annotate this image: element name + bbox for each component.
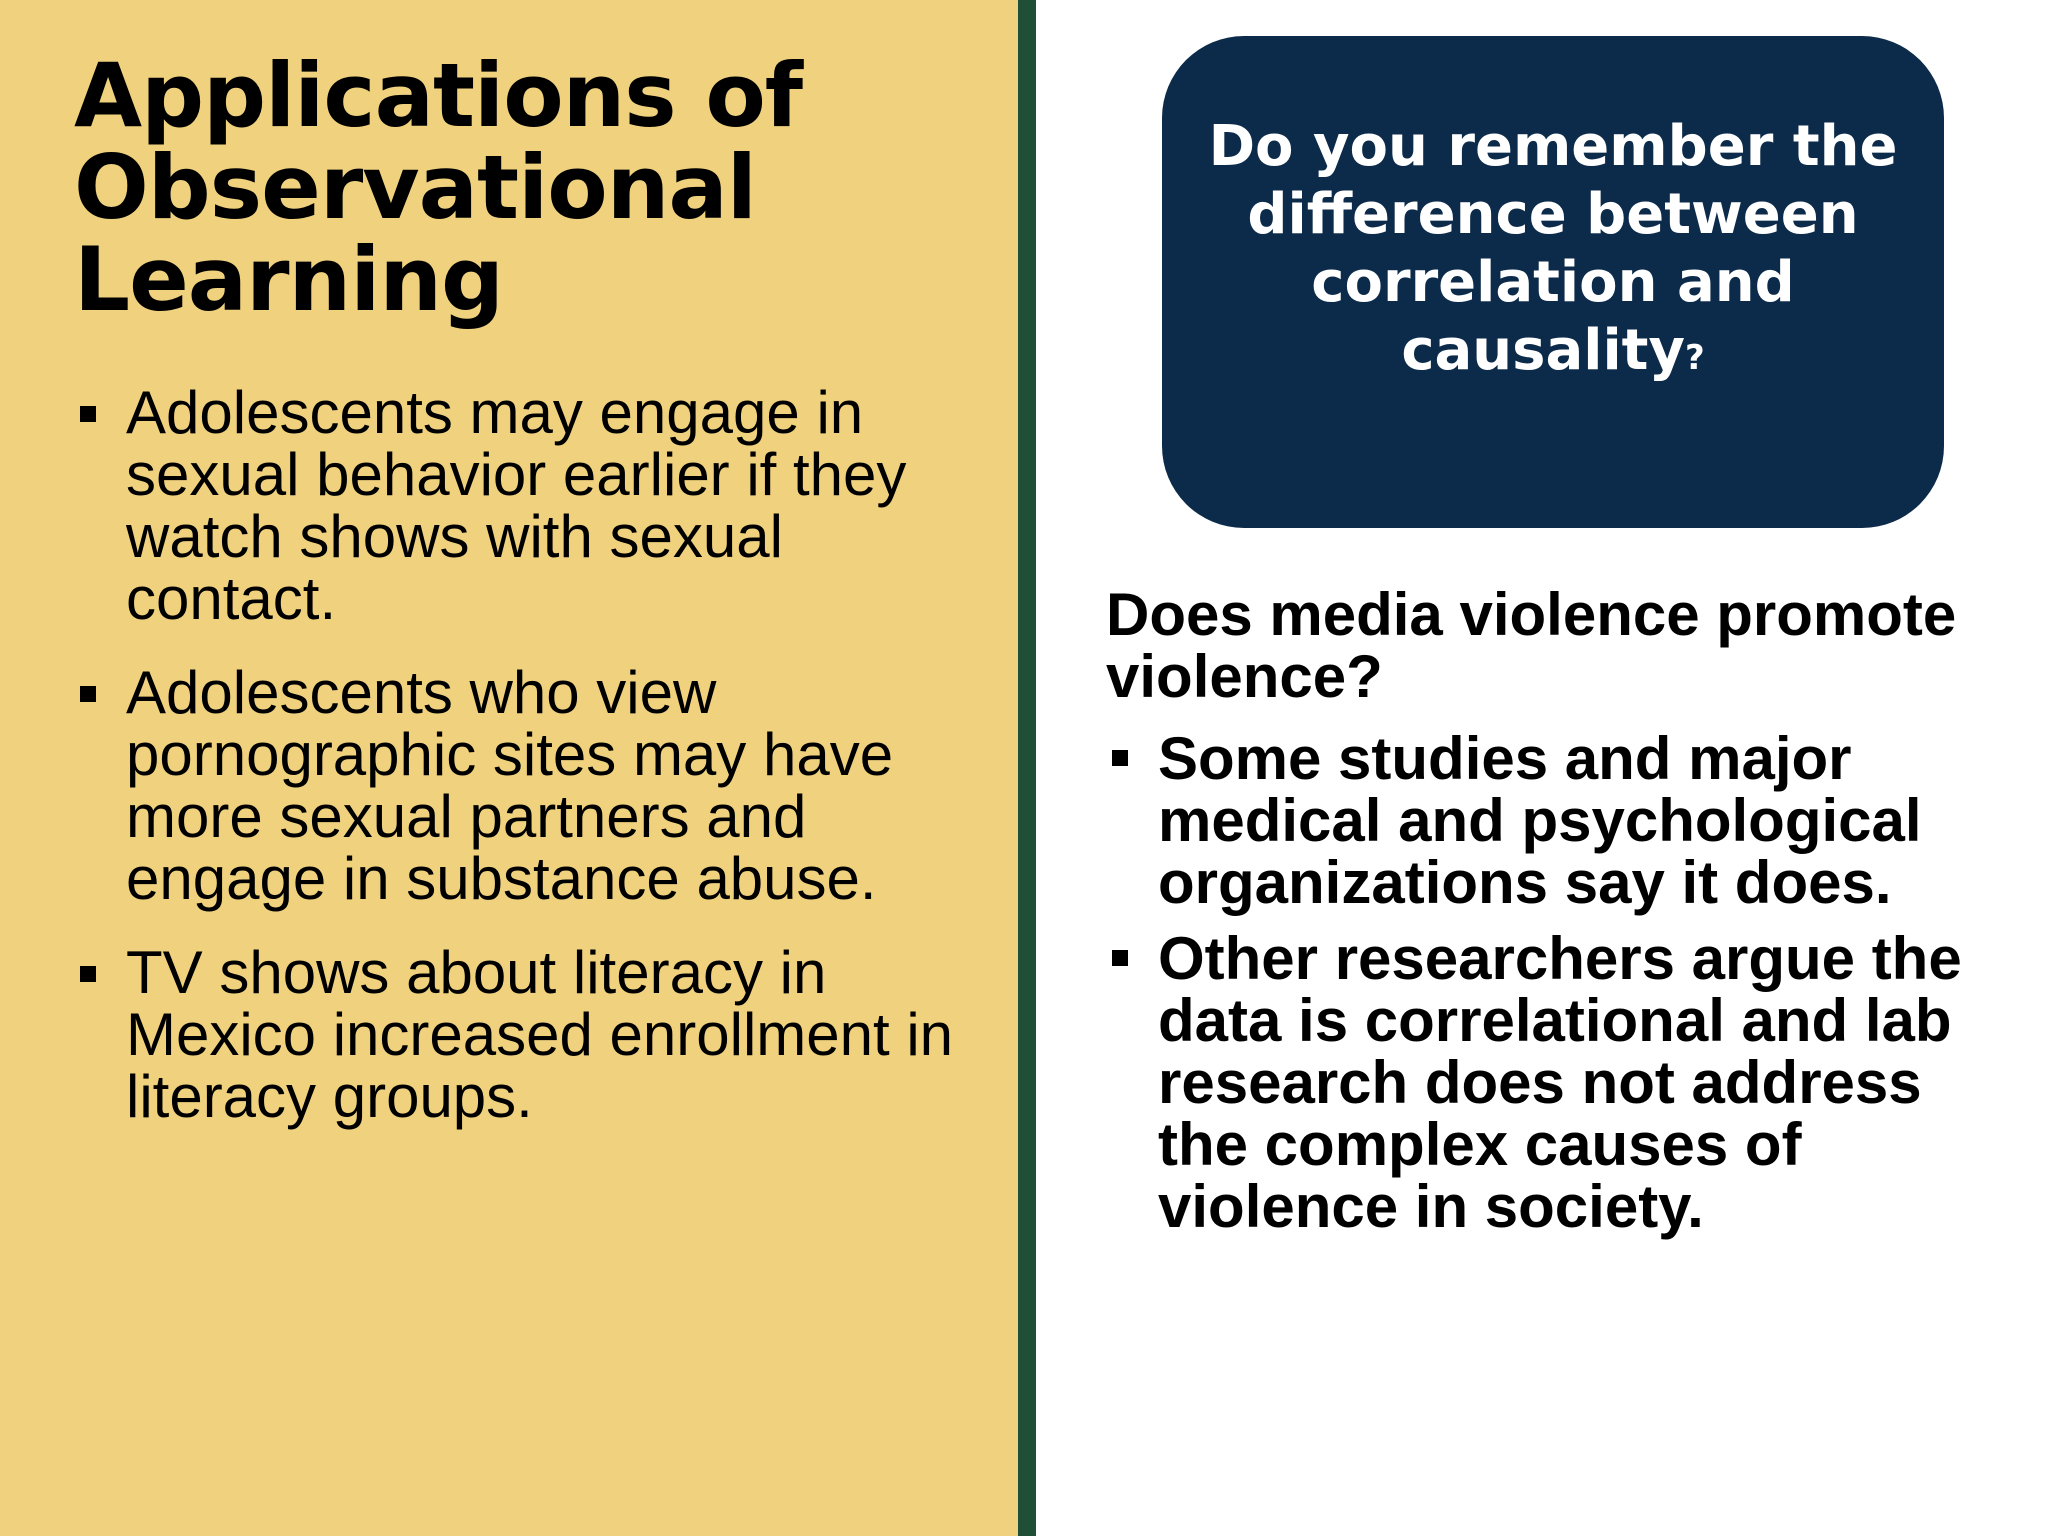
square-bullet-icon — [80, 686, 96, 702]
left-bullet-text: Adolescents who view pornographic sites may have more sexual partners and engage in substance abuse. — [126, 659, 894, 912]
left-bullet-text: Adolescents may engage in sexual behavior earlier if they watch shows with sexual contact. — [126, 379, 907, 632]
square-bullet-icon — [1112, 750, 1128, 766]
right-bullet-item — [1106, 725, 2006, 916]
left-bullet-item — [74, 379, 1004, 632]
callout-text — [1203, 113, 1903, 392]
left-bullet-item — [74, 939, 1004, 1130]
right-bullet-list — [1106, 725, 2006, 1252]
left-bullet-list — [74, 379, 1004, 1160]
square-bullet-icon — [80, 966, 96, 982]
square-bullet-icon — [80, 406, 96, 422]
left-bullet-item — [74, 659, 1004, 912]
right-bullet-item — [1106, 925, 2006, 1240]
square-bullet-icon — [1112, 950, 1128, 966]
right-bullet-text: Some studies and major medical and psychological organizations say it does. — [1158, 725, 1922, 916]
slide-title: Applications of Observational Learning — [74, 44, 803, 331]
left-bullet-text: TV shows about literacy in Mexico increased enrollment in literacy groups. — [126, 939, 954, 1130]
panel-divider — [1018, 0, 1036, 1536]
right-bullet-text: Other researchers argue the data is correlational and lab research does not address the complex causes of violence in society. — [1158, 925, 1962, 1240]
callout-question: Do you remember the difference between correlation and causality — [1208, 113, 1898, 383]
callout-question-mark: ? — [1684, 337, 1705, 378]
callout-box — [1162, 36, 1944, 528]
question-heading: Does media violence promote violence? — [1106, 581, 1957, 710]
